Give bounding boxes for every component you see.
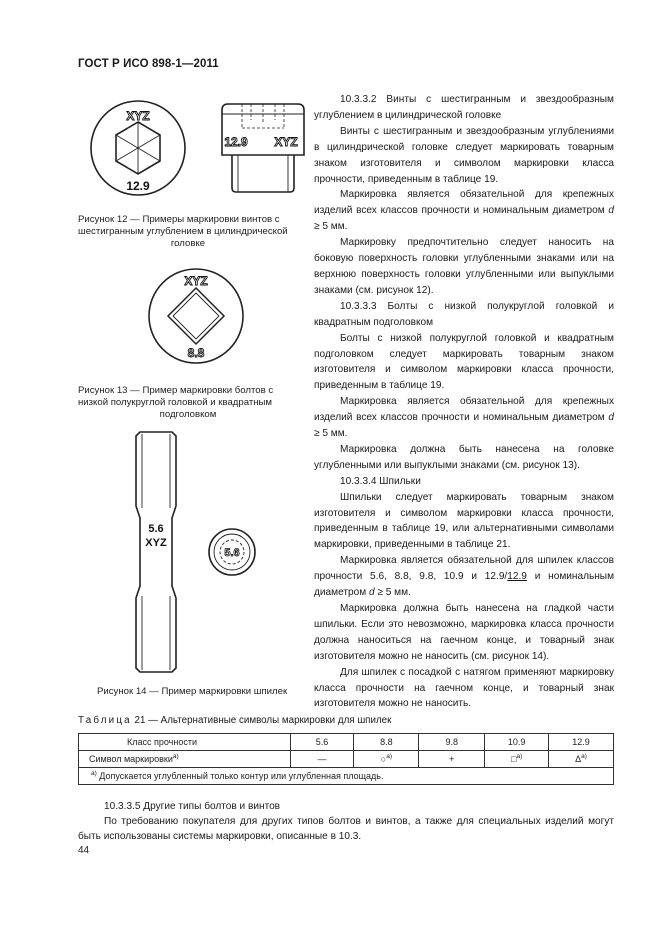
table-cell: 9.8 bbox=[419, 734, 485, 751]
section-10-3-3-4-heading: 10.3.3.4 Шпильки bbox=[340, 475, 421, 487]
table-row bbox=[79, 751, 614, 768]
paragraph: Винты с шестигранным и звездообразным углублениями в цилиндрической головке следует маркировать товарным знаком изготовителя и символом маркировки класса прочности, приведенным в таблице 19. bbox=[314, 125, 614, 185]
paragraph: Для шпилек с посадкой с натягом применяют маркировку класса прочности на гаечном конце, и товарный знак изготовителя можно не наносить. bbox=[314, 666, 614, 710]
figure-12-head-top-view bbox=[88, 98, 188, 198]
figure-14-caption: Рисунок 14 — Пример маркировки шпилек bbox=[97, 686, 288, 697]
paragraph: Маркировка является обязательной для крепежных изделий всех классов прочности и номинальным диаметром d ≥ 5 мм. bbox=[314, 189, 614, 233]
table-cell: — bbox=[290, 751, 354, 768]
table-cell: 12.9 bbox=[549, 734, 614, 751]
fig13-mark-top: XYZ bbox=[184, 274, 208, 288]
paragraph: Шпильки следует маркировать товарным знаком изготовителя и символом маркировки класса прочности, приведенным в таблице 19, или альтернативными символами маркировки, приведенными в таблице 21. bbox=[314, 491, 614, 551]
figure-13-head-top-view bbox=[146, 266, 246, 366]
figure-13-caption: Рисунок 13 — Пример маркировки болтов с низкой полукруглой головкой и квадратным подголовком bbox=[78, 385, 274, 420]
fig12-side-mark-left: 12.9 bbox=[224, 135, 248, 149]
table-row bbox=[79, 768, 614, 785]
row-label-strength-class: Класс прочности bbox=[79, 734, 291, 751]
right-column-text bbox=[314, 92, 614, 712]
fig12-mark-top: XYZ bbox=[126, 109, 150, 123]
page-number: 44 bbox=[78, 845, 90, 856]
section-10-3-3-5-heading: 10.3.3.5 Другие типы болтов и винтов bbox=[104, 801, 281, 812]
fig14-stud-mark-1: 5.6 bbox=[148, 523, 164, 535]
table-cell: 5.6 bbox=[290, 734, 354, 751]
section-10-3-3-3-heading: 10.3.3.3 Болты с низкой полукруглой головкой и квадратным подголовком bbox=[314, 300, 614, 328]
table-cell: ○$^{a)}$ bbox=[354, 751, 419, 768]
document-header: ГОСТ Р ИСО 898-1—2011 bbox=[78, 58, 219, 70]
fig12-side-mark-right: XYZ bbox=[274, 135, 298, 149]
paragraph: Болты с низкой полукруглой головкой и квадратным подголовком следует маркировать товарным знаком изготовителя и символом маркировки класса прочности, приведенным в таблице 19. bbox=[314, 332, 614, 392]
section-10-3-3-2-heading: 10.3.3.2 Винты с шестигранным и звездообразным углублением в цилиндрической головке bbox=[314, 94, 614, 121]
row-label-marking-symbol: Символ маркировки$^{a)}$ bbox=[79, 751, 291, 768]
table-cell: □$^{a)}$ bbox=[485, 751, 549, 768]
paragraph: Маркировка должна быть нанесена на головке углубленными или выпуклыми знаками (см. рисунок 13). bbox=[314, 443, 614, 471]
fig13-mark-bottom: 8.8 bbox=[187, 346, 205, 360]
paragraph: Маркировка является обязательной для крепежных изделий всех классов прочности и номинальным диаметром d ≥ 5 мм. bbox=[314, 396, 614, 440]
fig14-end-mark: 5.6 bbox=[224, 547, 240, 559]
figure-12-caption: Рисунок 12 — Примеры маркировки винтов с шестигранным углублением в цилиндрической головке bbox=[78, 214, 288, 249]
table-cell: $\Delta^{a)}$ bbox=[549, 751, 614, 768]
paragraph: Маркировка является обязательной для шпилек классов прочности 5.6, 8.8, 9.8, 10.9 и 12.9/12.9 и номинальным диаметром d ≥ 5 мм. bbox=[314, 555, 615, 599]
table-21 bbox=[78, 733, 614, 785]
fig14-stud-mark-2: XYZ bbox=[145, 537, 167, 549]
table-cell: 8.8 bbox=[354, 734, 419, 751]
paragraph: Маркировку предпочтительно следует наносить на боковую поверхность головки углубленными знаками или на верхнюю поверхность головки углубленными или выпуклыми знаками (см. рисунок 12). bbox=[314, 237, 614, 296]
table-21-title: Таблица 21 — Альтернативные символы маркировки для шпилек bbox=[78, 715, 392, 726]
figure-14-stud bbox=[128, 430, 184, 676]
table-cell: 10.9 bbox=[485, 734, 549, 751]
section-10-3-3-5 bbox=[78, 799, 614, 845]
figure-14-end-view bbox=[207, 527, 257, 577]
fig12-mark-bottom: 12.9 bbox=[126, 179, 150, 193]
table-footnote: $^{a)}$ Допускается углубленный только контур или углубленная площадь. bbox=[79, 768, 614, 785]
paragraph: Маркировка должна быть нанесена на гладкой части шпильки. Если это невозможно, маркировка класса прочности должна наноситься на гаечном конце, и товарный знак изготовителя можно не наносить (см. рисунок 14). bbox=[314, 603, 614, 662]
table-row bbox=[79, 734, 614, 751]
figure-12-head-side-view bbox=[218, 100, 308, 196]
table-cell: + bbox=[419, 751, 485, 768]
paragraph: По требованию покупателя для других типов болтов и винтов, а также для специальных изделий могут быть использованы системы маркировки, описанные в 10.3. bbox=[78, 816, 614, 843]
